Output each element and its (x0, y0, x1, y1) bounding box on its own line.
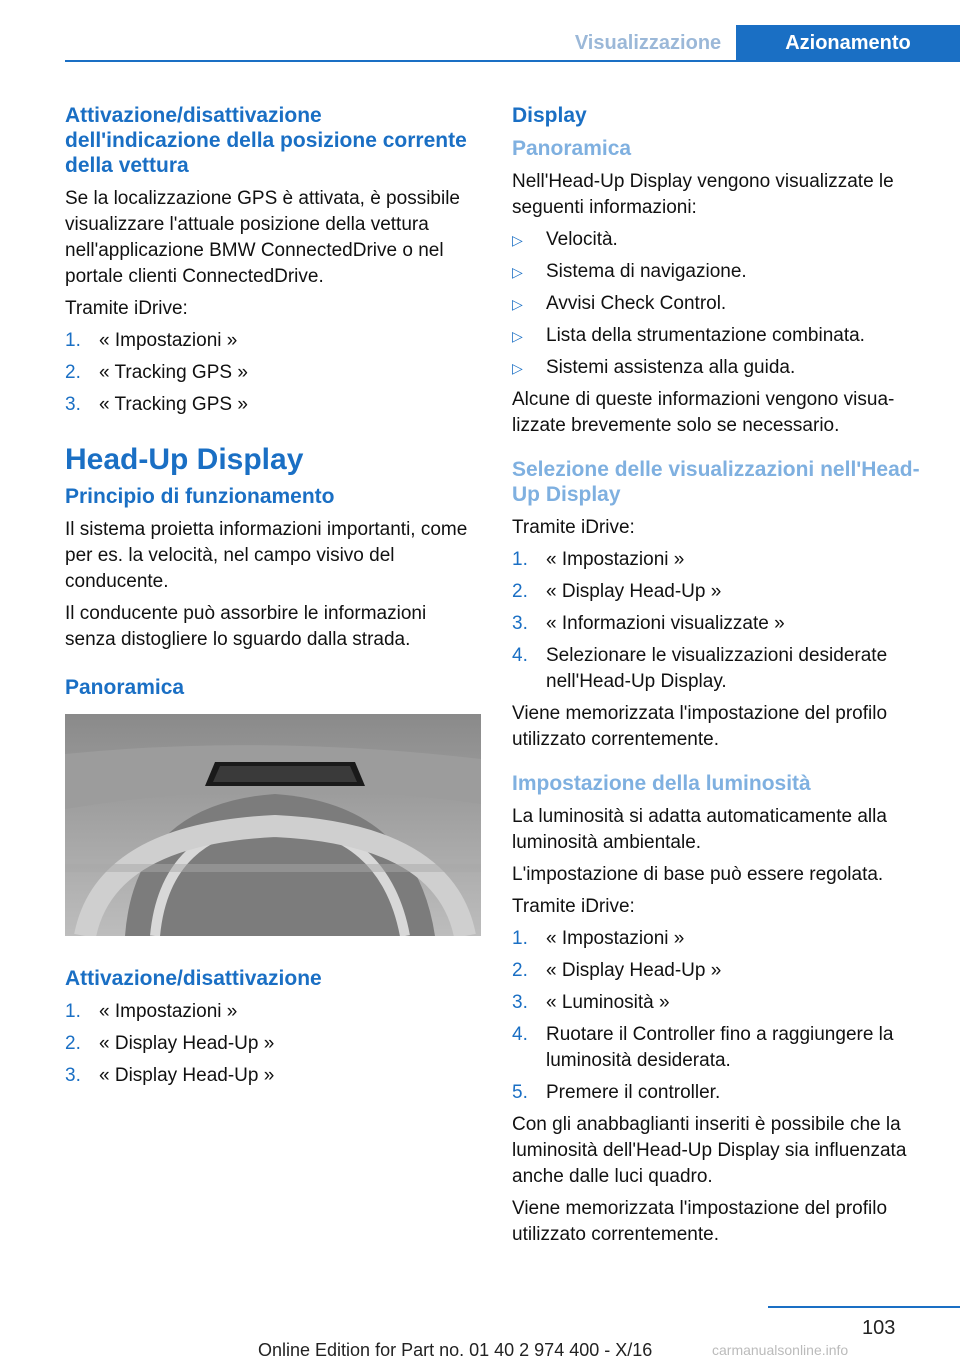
list-item: 5. Premere il controller. (512, 1082, 721, 1103)
header-rule (65, 60, 960, 62)
list-item: 4. Selezionare le visualizzazioni desiderate nell'Head-Up Display. (512, 645, 888, 692)
watermark: carmanualsonline.info (712, 1342, 849, 1358)
footer-rule (768, 1306, 960, 1308)
list-item: ▷ Avvisi Check Control. (512, 291, 932, 317)
list-item: 1. « Impostazioni » (65, 330, 238, 351)
panoramica-r-title: Panoramica (512, 137, 632, 160)
display-title: Display (512, 104, 587, 127)
selezione-steps (512, 547, 932, 695)
list-item: 1. « Impostazioni » (65, 1001, 238, 1022)
info-list (512, 227, 932, 381)
panoramica-note: Alcune di queste informazioni vengono visua- lizzate brevemente solo se necessario. (512, 389, 895, 436)
list-item: 3. « Display Head-Up » (65, 1065, 275, 1086)
hud-dashboard-photo (65, 714, 481, 936)
panoramica-title: Panoramica (65, 676, 185, 699)
right-column (512, 103, 932, 1254)
left-column (65, 103, 481, 1095)
luminosita-title: Impostazione della luminosità (512, 772, 811, 795)
triangle-bullet-icon: ▷ (512, 296, 523, 312)
list-item: 3. « Informazioni visualizzate » (512, 613, 785, 634)
gps-paragraph: Se la localizzazione GPS è attivata, è possibile visualizzare l'attuale posizione della vettura nell'applicazione BMW ConnectedDrive o nel portale clienti ConnectedDrive. (65, 188, 460, 287)
hud-title: Head-Up Display (65, 443, 304, 476)
triangle-bullet-icon: ▷ (512, 264, 523, 280)
list-item: 2. « Tracking GPS » (65, 362, 248, 383)
page-number: 103 (862, 1317, 896, 1339)
list-item: 1. « Impostazioni » (512, 928, 685, 949)
list-item: ▷ Sistemi assistenza alla guida. (512, 355, 932, 381)
attiv-title: Attivazione/disattivazione (65, 967, 322, 990)
luminosita-note1: Con gli anabbaglianti inseriti è possibile che la luminosità dell'Head-Up Display sia influenzata anche dalle luci quadro. (512, 1114, 907, 1187)
list-item: 2. « Display Head-Up » (512, 581, 722, 602)
luminosita-tramite: Tramite iDrive: (512, 896, 635, 917)
triangle-bullet-icon: ▷ (512, 360, 523, 376)
luminosita-steps (512, 926, 932, 1106)
triangle-bullet-icon: ▷ (512, 232, 523, 248)
principio-title: Principio di funzionamento (65, 485, 335, 508)
panoramica-para: Nell'Head-Up Display vengono visualizzate le seguenti informazioni: (512, 171, 894, 218)
principio-para2: Il conducente può assorbire le informazioni senza distogliere lo sguardo dalla strada. (65, 603, 427, 650)
list-item: ▷ Sistema di navigazione. (512, 259, 932, 285)
header-tab-azionamento[interactable]: Azionamento (736, 25, 960, 61)
attiv-steps (65, 999, 481, 1089)
header-tab-visualizzazione[interactable]: Visualizzazione (574, 32, 722, 54)
list-item: 2. « Display Head-Up » (512, 960, 722, 981)
gps-steps (65, 328, 481, 418)
list-item: 4. Ruotare il Controller fino a raggiungere la luminosità desiderata. (512, 1024, 894, 1071)
list-item: 2. « Display Head-Up » (65, 1033, 275, 1054)
selezione-tramite: Tramite iDrive: (512, 517, 635, 538)
triangle-bullet-icon: ▷ (512, 328, 523, 344)
list-item: 3. « Tracking GPS » (65, 394, 248, 415)
list-item: 3. « Luminosità » (512, 992, 670, 1013)
gps-tramite: Tramite iDrive: (65, 298, 188, 319)
luminosita-para2: L'impostazione di base può essere regolata. (512, 864, 884, 885)
selezione-title: Selezione delle visualizzazioni nell'Head-Up Display (512, 458, 920, 506)
gps-title: Attivazione/disattivazione dell'indicazione della posizione corrente della vettura (65, 104, 467, 177)
list-item: ▷ Lista della strumentazione combinata. (512, 323, 932, 349)
edition-text: Online Edition for Part no. 01 40 2 974 400 - X/16 (258, 1340, 653, 1360)
luminosita-para1: La luminosità si adatta automaticamente alla luminosità ambientale. (512, 806, 887, 853)
luminosita-note2: Viene memorizzata l'impostazione del profilo utilizzato correntemente. (512, 1198, 888, 1245)
selezione-note: Viene memorizzata l'impostazione del profilo utilizzato correntemente. (512, 703, 888, 750)
list-item: 1. « Impostazioni » (512, 549, 685, 570)
list-item: ▷ Velocità. (512, 227, 932, 253)
principio-para1: Il sistema proietta informazioni importanti, come per es. la velocità, nel campo visivo del conducente. (65, 519, 468, 592)
